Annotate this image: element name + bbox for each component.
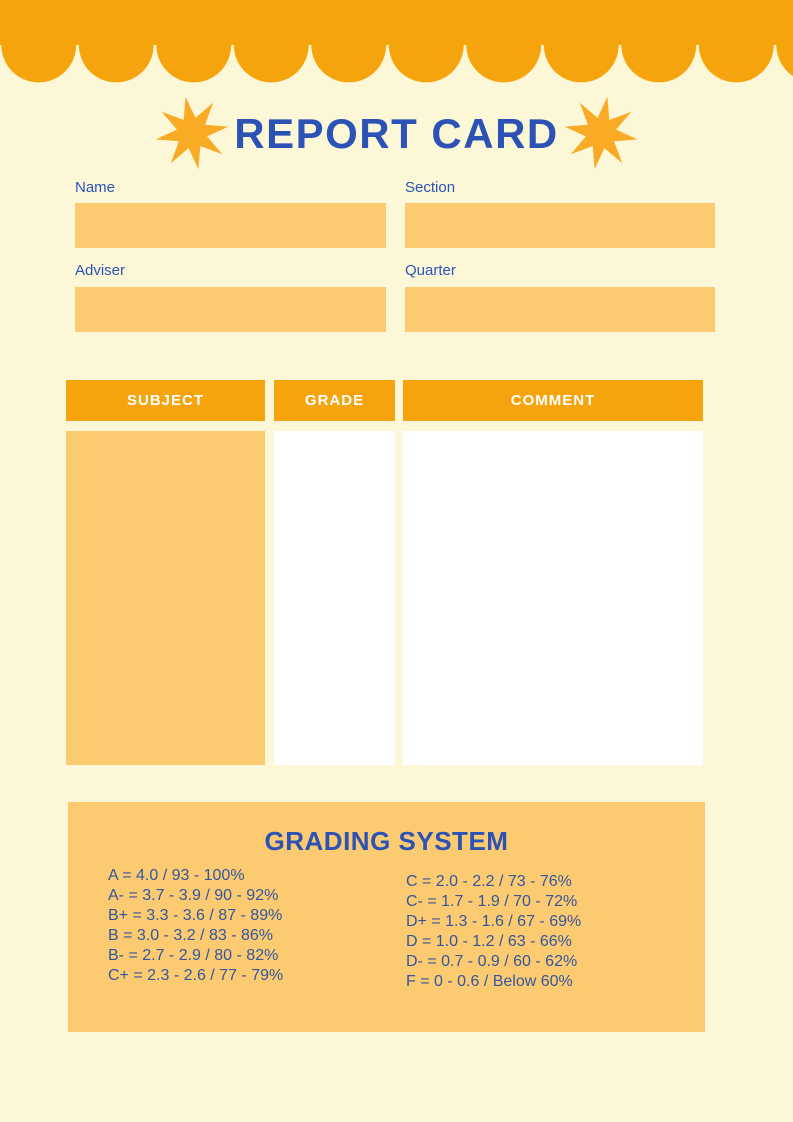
scalloped-header-band <box>0 0 793 45</box>
comment-column-cells[interactable] <box>403 431 703 765</box>
grading-scale-line: A = 4.0 / 93 - 100% <box>108 867 245 884</box>
column-header-subject: SUBJECT <box>66 380 265 421</box>
page-title: REPORT CARD <box>234 110 559 157</box>
adviser-label: Adviser <box>75 262 126 279</box>
grading-scale-left-column <box>108 866 283 986</box>
column-header-comment: COMMENT <box>403 380 703 421</box>
starburst-icon <box>564 95 638 171</box>
grading-system-title: GRADING SYSTEM <box>264 826 509 856</box>
name-label: Name <box>75 179 116 196</box>
subject-column-cells[interactable] <box>66 431 265 765</box>
section-input[interactable] <box>405 203 715 248</box>
grading-scale-line: B = 3.0 - 3.2 / 83 - 86% <box>108 927 273 944</box>
grading-scale-right-column <box>406 872 581 992</box>
grading-scale-line: A- = 3.7 - 3.9 / 90 - 92% <box>108 887 279 904</box>
name-input[interactable] <box>75 203 386 248</box>
adviser-input[interactable] <box>75 287 386 332</box>
quarter-label: Quarter <box>405 262 456 279</box>
grading-scale-line: D = 1.0 - 1.2 / 63 - 66% <box>406 933 572 950</box>
grading-scale-line: B+ = 3.3 - 3.6 / 87 - 89% <box>108 907 283 924</box>
grading-scale-line: D+ = 1.3 - 1.6 / 67 - 69% <box>406 913 582 930</box>
grading-scale-line: C+ = 2.3 - 2.6 / 77 - 79% <box>108 967 284 984</box>
grade-column-cells[interactable] <box>274 431 395 765</box>
section-label: Section <box>405 179 456 196</box>
grading-system-panel <box>68 802 705 1032</box>
grading-scale-line: D- = 0.7 - 0.9 / 60 - 62% <box>406 953 578 970</box>
grading-scale-line: F = 0 - 0.6 / Below 60% <box>406 973 573 990</box>
column-header-grade: GRADE <box>274 380 395 421</box>
grading-scale-line: C- = 1.7 - 1.9 / 70 - 72% <box>406 893 578 910</box>
grading-scale-line: B- = 2.7 - 2.9 / 80 - 82% <box>108 947 279 964</box>
scalloped-header-edge <box>0 45 793 84</box>
quarter-input[interactable] <box>405 287 715 332</box>
grading-scale-line: C = 2.0 - 2.2 / 73 - 76% <box>406 873 572 890</box>
